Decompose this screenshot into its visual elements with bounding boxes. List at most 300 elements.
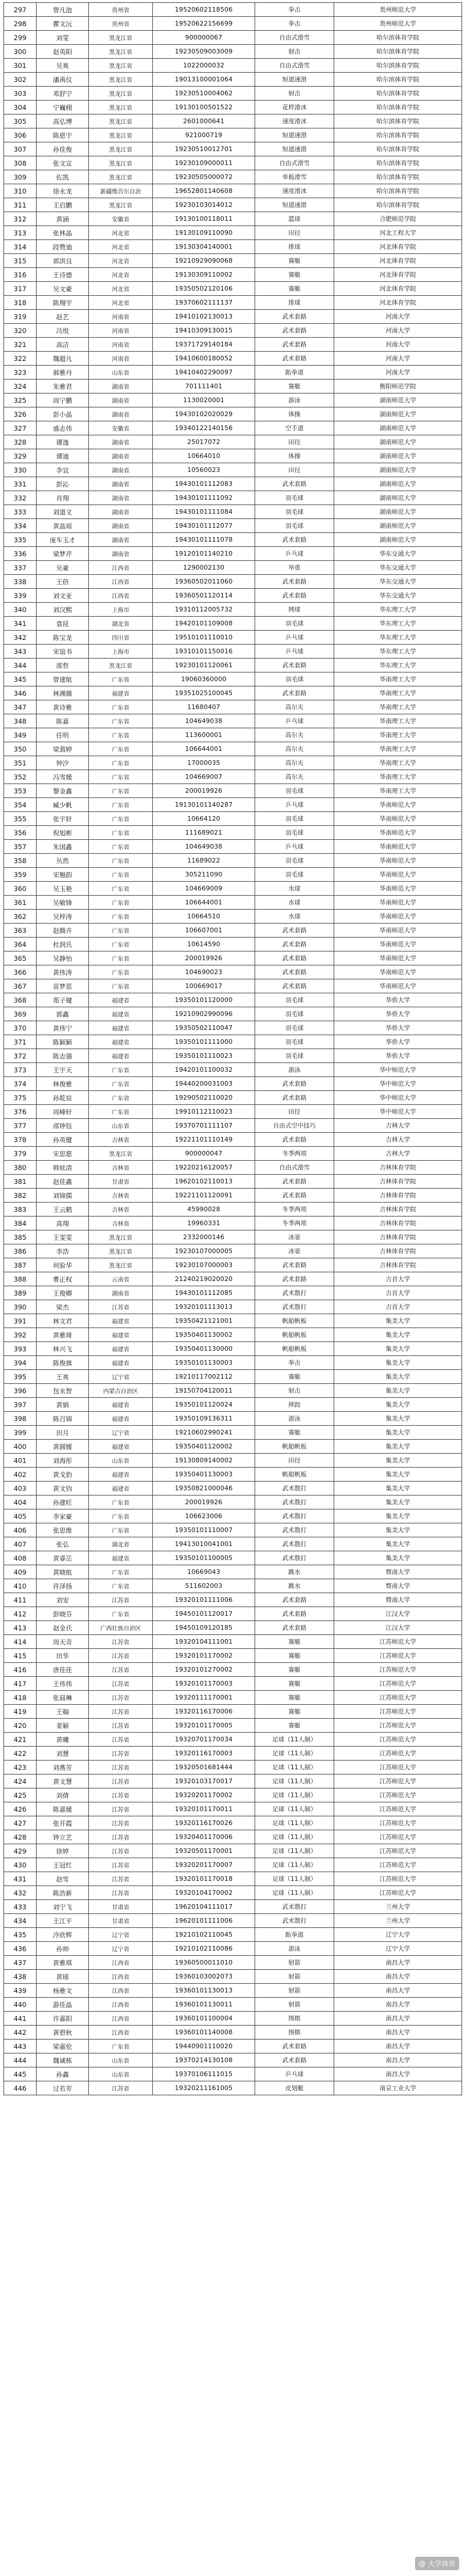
school-cell: 集美大学 (334, 1356, 462, 1370)
province-cell: 上海市 (89, 645, 153, 659)
athlete-id-cell: 19220216120057 (153, 1161, 255, 1175)
sport-cell: 高尔夫 (255, 728, 334, 742)
school-cell: 吉首大学 (334, 1286, 462, 1300)
athlete-name-cell: 黄雅琦 (37, 1328, 89, 1342)
table-row (4, 868, 462, 882)
province-cell: 湖南省 (89, 393, 153, 407)
sport-cell: 短道速滑 (255, 128, 334, 142)
row-number-cell: 322 (4, 352, 37, 366)
athlete-name-cell: 吴敏锋 (37, 896, 89, 910)
athlete-name-cell: 王俊卿 (37, 1286, 89, 1300)
school-cell: 江苏师范大学 (334, 1858, 462, 1872)
sport-cell: 冬季两项 (255, 1203, 334, 1217)
table-row (4, 826, 462, 840)
table-row (4, 1426, 462, 1440)
table-row (4, 1286, 462, 1300)
athlete-id-cell: 19370106111015 (153, 2067, 255, 2081)
athlete-id-cell: 19230101120061 (153, 659, 255, 672)
row-number-cell: 439 (4, 1984, 37, 1998)
sport-cell: 武术套路 (255, 2040, 334, 2053)
athlete-id-cell: 19620104111017 (153, 1900, 255, 1914)
province-cell: 辽宁省 (89, 1370, 153, 1384)
athlete-name-cell: 梁嘉伦 (37, 2040, 89, 2053)
athlete-name-cell: 黄瑶 (37, 1970, 89, 1984)
athlete-id-cell: 19320111170001 (153, 1691, 255, 1705)
school-cell: 江苏师范大学 (334, 1649, 462, 1663)
athlete-id-cell: 19320101170018 (153, 1872, 255, 1886)
school-cell: 吉林体育学院 (334, 1203, 462, 1217)
sport-cell: 赛艇 (255, 380, 334, 393)
province-cell: 江西省 (89, 589, 153, 603)
sport-cell: 武术套路 (255, 1091, 334, 1105)
athlete-name-cell: 王启鹏 (37, 198, 89, 212)
table-row (4, 73, 462, 87)
sport-cell: 射击 (255, 87, 334, 101)
athlete-id-cell: 10664120 (153, 812, 255, 826)
table-row (4, 519, 462, 533)
province-cell: 黑龙江省 (89, 128, 153, 142)
table-row (4, 993, 462, 1007)
athlete-id-cell: 19371729140184 (153, 338, 255, 352)
table-row (4, 1091, 462, 1105)
row-number-cell: 327 (4, 421, 37, 435)
row-number-cell: 398 (4, 1412, 37, 1426)
province-cell: 四川省 (89, 631, 153, 645)
school-cell: 南昌大学 (334, 1970, 462, 1984)
row-number-cell: 363 (4, 924, 37, 938)
athlete-id-cell: 19430101111078 (153, 533, 255, 547)
school-cell: 辽宁大学 (334, 1942, 462, 1956)
sport-cell: 足球（11人制） (255, 1733, 334, 1747)
sport-cell: 武术散打 (255, 1482, 334, 1495)
sport-cell: 羽毛球 (255, 1021, 334, 1035)
athlete-name-cell: 黄戈豹 (37, 1468, 89, 1482)
sport-cell: 花样滑冰 (255, 101, 334, 115)
athlete-name-cell: 李宜 (37, 463, 89, 477)
athlete-id-cell: 19230103014012 (153, 198, 255, 212)
table-row (4, 728, 462, 742)
table-row (4, 463, 462, 477)
province-cell: 辽宁省 (89, 1426, 153, 1440)
school-cell: 集美大学 (334, 1537, 462, 1551)
province-cell: 广东省 (89, 714, 153, 728)
row-number-cell: 336 (4, 547, 37, 561)
athlete-id-cell: 19350101120000 (153, 993, 255, 1007)
table-row (4, 421, 462, 435)
athlete-id-cell: 25017072 (153, 435, 255, 449)
table-row (4, 882, 462, 896)
school-cell: 兰州大学 (334, 1900, 462, 1914)
school-cell: 华东理工大学 (334, 645, 462, 659)
athlete-id-cell: 19430102020029 (153, 407, 255, 421)
athlete-name-cell: 谭逸 (37, 435, 89, 449)
school-cell: 江苏师范大学 (334, 1774, 462, 1788)
row-number-cell: 308 (4, 156, 37, 170)
province-cell: 江苏省 (89, 1300, 153, 1314)
athlete-id-cell: 19440200031003 (153, 1077, 255, 1091)
school-cell: 华南理工大学 (334, 672, 462, 686)
school-cell: 集美大学 (334, 1454, 462, 1468)
table-row (4, 338, 462, 352)
athlete-id-cell: 106623006 (153, 1509, 255, 1523)
sport-cell: 武术散打 (255, 1509, 334, 1523)
province-cell: 广东省 (89, 1607, 153, 1621)
table-row (4, 324, 462, 338)
sport-cell: 拳击 (255, 3, 334, 17)
school-cell: 集美大学 (334, 1509, 462, 1523)
row-number-cell: 341 (4, 617, 37, 631)
province-cell: 江苏省 (89, 1858, 153, 1872)
school-cell: 华南师范大学 (334, 924, 462, 938)
table-row (4, 1412, 462, 1426)
athlete-id-cell: 19410600180052 (153, 352, 255, 366)
athlete-id-cell: 19910112110023 (153, 1105, 255, 1119)
row-number-cell: 330 (4, 463, 37, 477)
province-cell: 广东省 (89, 672, 153, 686)
row-number-cell: 431 (4, 1872, 37, 1886)
table-row (4, 1133, 462, 1147)
table-row (4, 407, 462, 421)
row-number-cell: 369 (4, 1007, 37, 1021)
province-cell: 广东省 (89, 798, 153, 812)
sport-cell: 武术套路 (255, 352, 334, 366)
athlete-name-cell: 赵雪 (37, 1872, 89, 1886)
row-number-cell: 403 (4, 1482, 37, 1495)
table-row (4, 589, 462, 603)
sport-cell: 足球（11人制） (255, 1858, 334, 1872)
row-number-cell: 425 (4, 1788, 37, 1802)
province-cell: 福建省 (89, 1551, 153, 1565)
row-number-cell: 306 (4, 128, 37, 142)
row-number-cell: 360 (4, 882, 37, 896)
school-cell: 哈尔滨体育学院 (334, 142, 462, 156)
school-cell: 湖南师范大学 (334, 505, 462, 519)
table-row (4, 714, 462, 728)
sport-cell: 乒乓球 (255, 798, 334, 812)
sport-cell: 足球（11人制） (255, 1816, 334, 1830)
athlete-id-cell: 19360500011010 (153, 1956, 255, 1970)
sport-cell: 体操 (255, 407, 334, 421)
athlete-id-cell: 19310112005732 (153, 603, 255, 617)
sport-cell: 武术散打 (255, 1286, 334, 1300)
athlete-name-cell: 刘安 (37, 1593, 89, 1607)
row-number-cell: 324 (4, 380, 37, 393)
row-number-cell: 312 (4, 212, 37, 226)
school-cell: 江苏师范大学 (334, 1761, 462, 1774)
school-cell: 贵州师范大学 (334, 3, 462, 17)
table-row (4, 1356, 462, 1370)
sport-cell: 自由式滑雪 (255, 31, 334, 45)
row-number-cell: 329 (4, 449, 37, 463)
athlete-name-cell: 丛然 (37, 854, 89, 868)
row-number-cell: 332 (4, 491, 37, 505)
sport-cell: 武术套路 (255, 310, 334, 324)
table-row (4, 1035, 462, 1049)
sport-cell: 乒乓球 (255, 547, 334, 561)
athlete-id-cell: 2332000146 (153, 1230, 255, 1244)
table-row (4, 1021, 462, 1035)
province-cell: 湖南省 (89, 547, 153, 561)
row-number-cell: 422 (4, 1747, 37, 1761)
sport-cell: 短道速滑 (255, 198, 334, 212)
row-number-cell: 298 (4, 17, 37, 31)
athlete-name-cell: 刘倩 (37, 1788, 89, 1802)
athlete-name-cell: 彭小晶 (37, 407, 89, 421)
table-row (4, 533, 462, 547)
school-cell: 华中师范大学 (334, 1091, 462, 1105)
row-number-cell: 310 (4, 184, 37, 198)
athlete-id-cell: 19360103002073 (153, 1970, 255, 1984)
province-cell: 江西省 (89, 561, 153, 575)
sport-cell: 跳水 (255, 1579, 334, 1593)
table-row (4, 366, 462, 380)
sport-cell: 射击 (255, 1384, 334, 1398)
sport-cell: 武术套路 (255, 1272, 334, 1286)
athlete-name-cell: 苗梦思 (37, 979, 89, 993)
table-row (4, 756, 462, 770)
athlete-id-cell: 19430101112083 (153, 477, 255, 491)
sport-cell: 赛艇 (255, 282, 334, 296)
athlete-name-cell: 曾建航 (37, 672, 89, 686)
school-cell: 华中师范大学 (334, 1105, 462, 1119)
table-row (4, 212, 462, 226)
table-row (4, 1984, 462, 1998)
table-row (4, 1175, 462, 1189)
row-number-cell: 430 (4, 1858, 37, 1872)
sport-cell: 自由式滑雪 (255, 59, 334, 73)
athlete-roster-table (3, 2, 462, 2095)
school-cell: 湖南师范大学 (334, 393, 462, 407)
school-cell: 华东理工大学 (334, 631, 462, 645)
athlete-name-cell: 孙乾宸 (37, 1091, 89, 1105)
athlete-id-cell: 19360101100004 (153, 2012, 255, 2026)
row-number-cell: 362 (4, 910, 37, 924)
table-row (4, 854, 462, 868)
sport-cell: 武术套路 (255, 2053, 334, 2067)
row-number-cell: 354 (4, 798, 37, 812)
school-cell: 华南师范大学 (334, 951, 462, 965)
province-cell: 江西省 (89, 575, 153, 589)
province-cell: 广西壮族自治区 (89, 1621, 153, 1635)
table-row (4, 31, 462, 45)
province-cell: 广东省 (89, 951, 153, 965)
athlete-id-cell: 19360101130011 (153, 1998, 255, 2012)
sport-cell: 羽毛球 (255, 617, 334, 631)
sport-cell: 射箭 (255, 1970, 334, 1984)
sport-cell: 武术套路 (255, 1175, 334, 1189)
table-row (4, 435, 462, 449)
province-cell: 安徽省 (89, 212, 153, 226)
sport-cell: 游泳 (255, 393, 334, 407)
athlete-id-cell: 19320104111001 (153, 1635, 255, 1649)
athlete-id-cell: 921000719 (153, 128, 255, 142)
table-row (4, 1942, 462, 1956)
row-number-cell: 440 (4, 1998, 37, 2012)
athlete-id-cell: 19420101109008 (153, 617, 255, 631)
school-cell: 华南师范大学 (334, 826, 462, 840)
sport-cell: 足球（11人制） (255, 1844, 334, 1858)
row-number-cell: 340 (4, 603, 37, 617)
province-cell: 湖南省 (89, 505, 153, 519)
athlete-id-cell: 19350502110047 (153, 1021, 255, 1035)
row-number-cell: 385 (4, 1230, 37, 1244)
sport-cell: 田径 (255, 226, 334, 240)
school-cell: 华东交通大学 (334, 561, 462, 575)
school-cell: 河北体育学院 (334, 254, 462, 268)
table-row (4, 1370, 462, 1384)
province-cell: 广东省 (89, 979, 153, 993)
school-cell: 华东交通大学 (334, 589, 462, 603)
athlete-id-cell: 305211090 (153, 868, 255, 882)
athlete-id-cell: 19230107000005 (153, 1244, 255, 1258)
school-cell: 南京工业大学 (334, 2081, 462, 2095)
table-row (4, 924, 462, 938)
table-row (4, 1593, 462, 1607)
school-cell: 吉林体育学院 (334, 1258, 462, 1272)
school-cell: 江苏师范大学 (334, 1886, 462, 1900)
athlete-id-cell: 19230505000072 (153, 170, 255, 184)
athlete-name-cell: 周宁鹏 (37, 393, 89, 407)
province-cell: 黑龙江省 (89, 73, 153, 87)
table-row (4, 1384, 462, 1398)
province-cell: 广东省 (89, 700, 153, 714)
sport-cell: 摔跤 (255, 1398, 334, 1412)
athlete-id-cell: 19320501681444 (153, 1761, 255, 1774)
athlete-id-cell: 19450101120017 (153, 1607, 255, 1621)
athlete-id-cell: 19360101130013 (153, 1984, 255, 1998)
athlete-name-cell: 陈召锦 (37, 1412, 89, 1426)
province-cell: 江苏省 (89, 1635, 153, 1649)
province-cell: 广东省 (89, 1523, 153, 1537)
table-row (4, 17, 462, 31)
sport-cell: 羽毛球 (255, 505, 334, 519)
province-cell: 黑龙江省 (89, 87, 153, 101)
athlete-name-cell: 张开霞 (37, 1816, 89, 1830)
school-cell: 集美大学 (334, 1328, 462, 1342)
province-cell: 黑龙江省 (89, 115, 153, 128)
table-row (4, 170, 462, 184)
athlete-name-cell: 彭晓芬 (37, 1607, 89, 1621)
table-row (4, 1747, 462, 1761)
school-cell: 吉林体育学院 (334, 1189, 462, 1203)
sport-cell: 羽毛球 (255, 491, 334, 505)
athlete-name-cell: 吴爽 (37, 59, 89, 73)
athlete-id-cell: 19320101113013 (153, 1300, 255, 1314)
athlete-roster-body (4, 3, 462, 2095)
sport-cell: 武术套路 (255, 938, 334, 951)
province-cell: 甘肃省 (89, 1175, 153, 1189)
province-cell: 湖南省 (89, 407, 153, 421)
province-cell: 江西省 (89, 1984, 153, 1998)
table-row (4, 951, 462, 965)
row-number-cell: 373 (4, 1063, 37, 1077)
row-number-cell: 297 (4, 3, 37, 17)
school-cell: 哈尔滨体育学院 (334, 128, 462, 142)
school-cell: 河北工程大学 (334, 226, 462, 240)
province-cell: 广东省 (89, 728, 153, 742)
row-number-cell: 429 (4, 1844, 37, 1858)
row-number-cell: 365 (4, 951, 37, 965)
row-number-cell: 302 (4, 73, 37, 87)
table-row (4, 45, 462, 59)
sport-cell: 羽毛球 (255, 868, 334, 882)
athlete-name-cell: 宁巍栩 (37, 101, 89, 115)
athlete-name-cell: 黄晶瑶 (37, 519, 89, 533)
school-cell: 华南理工大学 (334, 714, 462, 728)
row-number-cell: 384 (4, 1217, 37, 1230)
school-cell: 华东理工大学 (334, 617, 462, 631)
school-cell: 江苏师范大学 (334, 1719, 462, 1733)
school-cell: 合肥师范学院 (334, 212, 462, 226)
row-number-cell: 314 (4, 240, 37, 254)
school-cell: 华南理工大学 (334, 784, 462, 798)
row-number-cell: 366 (4, 965, 37, 979)
table-row (4, 310, 462, 324)
table-row (4, 1788, 462, 1802)
row-number-cell: 328 (4, 435, 37, 449)
athlete-name-cell: 宋翘韵 (37, 868, 89, 882)
athlete-id-cell: 106607001 (153, 924, 255, 938)
athlete-name-cell: 刘慧 (37, 1747, 89, 1761)
athlete-name-cell: 黎金鑫 (37, 784, 89, 798)
sport-cell: 田径 (255, 435, 334, 449)
athlete-name-cell: 冯悦 (37, 324, 89, 338)
school-cell: 南昌大学 (334, 2053, 462, 2067)
school-cell: 集美大学 (334, 1482, 462, 1495)
province-cell: 吉林省 (89, 1217, 153, 1230)
athlete-id-cell: 19410402290097 (153, 366, 255, 380)
table-row (4, 2040, 462, 2053)
athlete-name-cell: 王江平 (37, 1914, 89, 1928)
table-row (4, 1928, 462, 1942)
athlete-id-cell: 19320201170007 (153, 1858, 255, 1872)
school-cell: 江苏师范大学 (334, 1705, 462, 1719)
athlete-id-cell: 19210602990241 (153, 1426, 255, 1440)
province-cell: 湖南省 (89, 519, 153, 533)
school-cell: 湖南师范大学 (334, 477, 462, 491)
row-number-cell: 319 (4, 310, 37, 324)
athlete-name-cell: 刘宁飞 (37, 1900, 89, 1914)
province-cell: 湖南省 (89, 533, 153, 547)
province-cell: 福建省 (89, 1035, 153, 1049)
athlete-name-cell: 张文宣 (37, 156, 89, 170)
table-row (4, 1537, 462, 1551)
province-cell: 广东省 (89, 2040, 153, 2053)
row-number-cell: 377 (4, 1119, 37, 1133)
athlete-name-cell: 林湘薇 (37, 686, 89, 700)
table-row (4, 1509, 462, 1523)
athlete-name-cell: 杜润氏 (37, 938, 89, 951)
school-cell: 暨南大学 (334, 1579, 462, 1593)
province-cell: 山东省 (89, 2053, 153, 2067)
sport-cell: 足球（11人制） (255, 1802, 334, 1816)
row-number-cell: 382 (4, 1189, 37, 1203)
province-cell: 福建省 (89, 1328, 153, 1342)
athlete-name-cell: 曾凡池 (37, 3, 89, 17)
table-row (4, 1970, 462, 1984)
sport-cell: 跆拳道 (255, 366, 334, 380)
athlete-id-cell: 200019926 (153, 1495, 255, 1509)
province-cell: 河北省 (89, 240, 153, 254)
sport-cell: 武术散打 (255, 1495, 334, 1509)
sport-cell: 田径 (255, 1454, 334, 1468)
row-number-cell: 333 (4, 505, 37, 519)
province-cell: 黑龙江省 (89, 156, 153, 170)
athlete-id-cell: 11680407 (153, 700, 255, 714)
school-cell: 集美大学 (334, 1440, 462, 1454)
athlete-name-cell: 韩炫清 (37, 1161, 89, 1175)
school-cell: 吉林大学 (334, 1147, 462, 1161)
